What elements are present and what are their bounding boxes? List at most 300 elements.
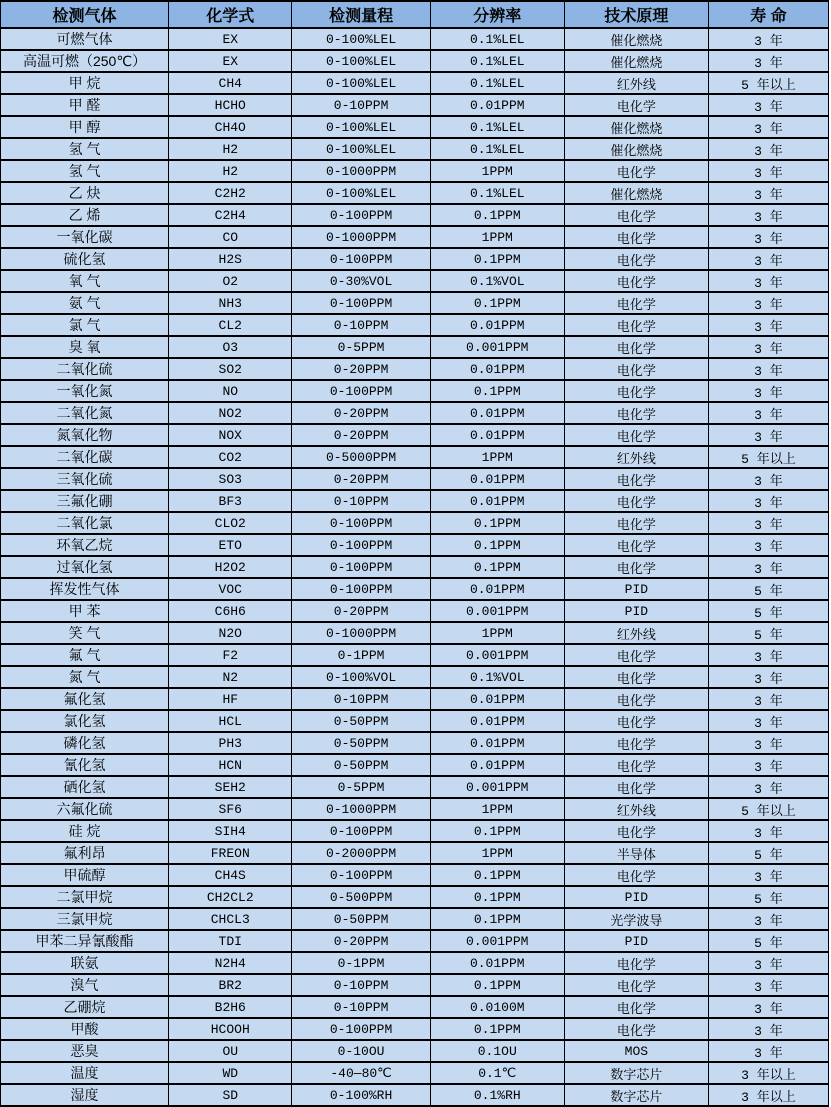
cell-formula: NH3: [169, 292, 292, 314]
cell-range: 0-20PPM: [292, 600, 430, 622]
cell-lifespan: 3 年: [708, 754, 828, 776]
cell-principle: 电化学: [564, 556, 708, 578]
cell-principle: 电化学: [564, 490, 708, 512]
cell-resolution: 1PPM: [430, 622, 564, 644]
cell-lifespan: 5 年以上: [708, 446, 828, 468]
cell-lifespan: 3 年: [708, 270, 828, 292]
cell-principle: 电化学: [564, 732, 708, 754]
cell-range: 0-100PPM: [292, 512, 430, 534]
cell-principle: 电化学: [564, 974, 708, 996]
table-row: [1, 160, 829, 182]
cell-gas-name: 臭 氧: [1, 336, 169, 358]
cell-principle: 电化学: [564, 864, 708, 886]
cell-lifespan: 3 年: [708, 974, 828, 996]
table-row: [1, 534, 829, 556]
cell-principle: 数字芯片: [564, 1062, 708, 1084]
cell-formula: SO2: [169, 358, 292, 380]
cell-lifespan: 3 年: [708, 710, 828, 732]
cell-gas-name: 氢 气: [1, 138, 169, 160]
header-row: [1, 1, 829, 28]
cell-principle: 催化燃烧: [564, 28, 708, 50]
cell-range: 0-2000PPM: [292, 842, 430, 864]
cell-range: 0-20PPM: [292, 468, 430, 490]
cell-range: 0-10PPM: [292, 688, 430, 710]
cell-resolution: 1PPM: [430, 226, 564, 248]
cell-lifespan: 3 年: [708, 512, 828, 534]
cell-formula: SEH2: [169, 776, 292, 798]
table-row: [1, 28, 829, 50]
cell-principle: 电化学: [564, 402, 708, 424]
table-row: [1, 1062, 829, 1084]
cell-formula: N2: [169, 666, 292, 688]
cell-range: -40—80℃: [292, 1062, 430, 1084]
cell-lifespan: 3 年: [708, 336, 828, 358]
cell-gas-name: 氧 气: [1, 270, 169, 292]
table-row: [1, 820, 829, 842]
cell-resolution: 0.01PPM: [430, 578, 564, 600]
table-row: [1, 424, 829, 446]
cell-lifespan: 3 年: [708, 732, 828, 754]
cell-range: 0-100PPM: [292, 248, 430, 270]
cell-range: 0-20PPM: [292, 402, 430, 424]
table-row: [1, 380, 829, 402]
cell-principle: 电化学: [564, 776, 708, 798]
cell-range: 0-100%LEL: [292, 28, 430, 50]
cell-lifespan: 3 年: [708, 468, 828, 490]
cell-resolution: 0.1PPM: [430, 864, 564, 886]
cell-lifespan: 3 年: [708, 952, 828, 974]
cell-resolution: 0.01PPM: [430, 94, 564, 116]
cell-principle: 电化学: [564, 292, 708, 314]
cell-lifespan: 3 年: [708, 160, 828, 182]
table-row: [1, 556, 829, 578]
cell-gas-name: 三氯甲烷: [1, 908, 169, 930]
cell-resolution: 0.1%VOL: [430, 270, 564, 292]
table-row: [1, 490, 829, 512]
cell-formula: C2H4: [169, 204, 292, 226]
cell-gas-name: 二氧化硫: [1, 358, 169, 380]
cell-principle: 电化学: [564, 710, 708, 732]
cell-resolution: 0.001PPM: [430, 776, 564, 798]
cell-formula: NO2: [169, 402, 292, 424]
cell-principle: 红外线: [564, 622, 708, 644]
cell-formula: SO3: [169, 468, 292, 490]
cell-lifespan: 3 年: [708, 820, 828, 842]
table-row: [1, 688, 829, 710]
table-row: [1, 402, 829, 424]
cell-principle: 电化学: [564, 248, 708, 270]
cell-principle: 电化学: [564, 270, 708, 292]
cell-principle: 电化学: [564, 468, 708, 490]
cell-formula: CL2: [169, 314, 292, 336]
cell-principle: 电化学: [564, 160, 708, 182]
cell-resolution: 0.1PPM: [430, 204, 564, 226]
cell-range: 0-100%LEL: [292, 138, 430, 160]
cell-resolution: 0.1%LEL: [430, 138, 564, 160]
cell-formula: CH2CL2: [169, 886, 292, 908]
cell-lifespan: 3 年: [708, 226, 828, 248]
cell-formula: VOC: [169, 578, 292, 600]
table-row: [1, 600, 829, 622]
table-row: [1, 666, 829, 688]
cell-principle: 电化学: [564, 424, 708, 446]
cell-formula: H2: [169, 138, 292, 160]
cell-lifespan: 3 年: [708, 776, 828, 798]
cell-resolution: 0.1%LEL: [430, 50, 564, 72]
cell-range: 0-50PPM: [292, 908, 430, 930]
cell-formula: H2: [169, 160, 292, 182]
cell-range: 0-30%VOL: [292, 270, 430, 292]
cell-formula: N2H4: [169, 952, 292, 974]
cell-gas-name: 温度: [1, 1062, 169, 1084]
cell-gas-name: 环氧乙烷: [1, 534, 169, 556]
cell-gas-name: 恶臭: [1, 1040, 169, 1062]
cell-resolution: 0.1PPM: [430, 886, 564, 908]
cell-resolution: 0.1PPM: [430, 512, 564, 534]
cell-resolution: 0.01PPM: [430, 754, 564, 776]
cell-principle: 电化学: [564, 314, 708, 336]
table-row: [1, 622, 829, 644]
table-row: [1, 886, 829, 908]
cell-lifespan: 3 年: [708, 1018, 828, 1040]
cell-lifespan: 3 年: [708, 182, 828, 204]
table-row: [1, 138, 829, 160]
cell-gas-name: 氯化氢: [1, 710, 169, 732]
cell-resolution: 0.1OU: [430, 1040, 564, 1062]
cell-principle: 光学波导: [564, 908, 708, 930]
cell-lifespan: 3 年: [708, 292, 828, 314]
cell-formula: FREON: [169, 842, 292, 864]
cell-formula: HCOOH: [169, 1018, 292, 1040]
table-row: [1, 1084, 829, 1106]
cell-gas-name: 一氧化氮: [1, 380, 169, 402]
table-row: [1, 446, 829, 468]
cell-gas-name: 甲苯二异氰酸酯: [1, 930, 169, 952]
cell-resolution: 0.1%LEL: [430, 28, 564, 50]
cell-range: 0-100PPM: [292, 556, 430, 578]
cell-principle: 半导体: [564, 842, 708, 864]
cell-range: 0-10PPM: [292, 490, 430, 512]
cell-formula: HCL: [169, 710, 292, 732]
cell-formula: HF: [169, 688, 292, 710]
table-row: [1, 226, 829, 248]
table-row: [1, 732, 829, 754]
cell-formula: CO: [169, 226, 292, 248]
cell-gas-name: 硅 烷: [1, 820, 169, 842]
cell-formula: BR2: [169, 974, 292, 996]
table-row: [1, 930, 829, 952]
cell-gas-name: 氟利昂: [1, 842, 169, 864]
cell-formula: CH4O: [169, 116, 292, 138]
cell-range: 0-10OU: [292, 1040, 430, 1062]
cell-gas-name: 甲 苯: [1, 600, 169, 622]
table-row: [1, 50, 829, 72]
cell-lifespan: 5 年: [708, 842, 828, 864]
cell-lifespan: 3 年: [708, 908, 828, 930]
cell-gas-name: 二氧化碳: [1, 446, 169, 468]
cell-resolution: 0.1%RH: [430, 1084, 564, 1106]
cell-formula: OU: [169, 1040, 292, 1062]
cell-formula: CO2: [169, 446, 292, 468]
cell-lifespan: 3 年: [708, 402, 828, 424]
cell-range: 0-10PPM: [292, 94, 430, 116]
cell-resolution: 0.1PPM: [430, 248, 564, 270]
cell-formula: C2H2: [169, 182, 292, 204]
cell-resolution: 0.01PPM: [430, 314, 564, 336]
cell-gas-name: 甲硫醇: [1, 864, 169, 886]
cell-resolution: 1PPM: [430, 842, 564, 864]
cell-formula: CLO2: [169, 512, 292, 534]
cell-principle: 电化学: [564, 688, 708, 710]
cell-formula: WD: [169, 1062, 292, 1084]
cell-range: 0-10PPM: [292, 974, 430, 996]
cell-resolution: 0.1PPM: [430, 1018, 564, 1040]
cell-range: 0-100PPM: [292, 864, 430, 886]
cell-lifespan: 3 年: [708, 204, 828, 226]
cell-lifespan: 3 年: [708, 116, 828, 138]
cell-range: 0-10PPM: [292, 996, 430, 1018]
cell-lifespan: 3 年: [708, 248, 828, 270]
cell-range: 0-100PPM: [292, 1018, 430, 1040]
table-row: [1, 842, 829, 864]
cell-principle: 催化燃烧: [564, 50, 708, 72]
cell-principle: 电化学: [564, 666, 708, 688]
table-row: [1, 512, 829, 534]
cell-formula: CHCL3: [169, 908, 292, 930]
cell-gas-name: 三氟化硼: [1, 490, 169, 512]
cell-principle: 电化学: [564, 534, 708, 556]
table-row: [1, 974, 829, 996]
cell-range: 0-20PPM: [292, 424, 430, 446]
cell-resolution: 0.1%LEL: [430, 116, 564, 138]
cell-resolution: 1PPM: [430, 446, 564, 468]
cell-principle: 电化学: [564, 754, 708, 776]
cell-resolution: 0.01PPM: [430, 468, 564, 490]
cell-lifespan: 3 年: [708, 314, 828, 336]
cell-resolution: 0.1%LEL: [430, 72, 564, 94]
cell-principle: 电化学: [564, 1018, 708, 1040]
cell-gas-name: 氟化氢: [1, 688, 169, 710]
cell-gas-name: 二氯甲烷: [1, 886, 169, 908]
cell-formula: B2H6: [169, 996, 292, 1018]
cell-resolution: 0.1%VOL: [430, 666, 564, 688]
cell-formula: EX: [169, 28, 292, 50]
table-row: [1, 468, 829, 490]
cell-gas-name: 硫化氢: [1, 248, 169, 270]
cell-resolution: 0.001PPM: [430, 930, 564, 952]
cell-range: 0-100PPM: [292, 292, 430, 314]
cell-range: 0-50PPM: [292, 732, 430, 754]
cell-lifespan: 3 年: [708, 666, 828, 688]
cell-lifespan: 3 年: [708, 534, 828, 556]
cell-range: 0-10PPM: [292, 314, 430, 336]
cell-principle: 催化燃烧: [564, 182, 708, 204]
cell-lifespan: 5 年以上: [708, 798, 828, 820]
cell-gas-name: 二氧化氯: [1, 512, 169, 534]
cell-gas-name: 甲 醇: [1, 116, 169, 138]
cell-lifespan: 3 年: [708, 28, 828, 50]
column-header-gas: 检测气体: [1, 1, 169, 28]
table-row: [1, 72, 829, 94]
cell-gas-name: 氟 气: [1, 644, 169, 666]
cell-lifespan: 3 年: [708, 138, 828, 160]
cell-formula: SF6: [169, 798, 292, 820]
cell-range: 0-500PPM: [292, 886, 430, 908]
cell-gas-name: 六氟化硫: [1, 798, 169, 820]
cell-formula: F2: [169, 644, 292, 666]
cell-lifespan: 3 年: [708, 490, 828, 512]
cell-principle: 电化学: [564, 820, 708, 842]
table-row: [1, 182, 829, 204]
cell-lifespan: 3 年以上: [708, 1084, 828, 1106]
table-row: [1, 116, 829, 138]
cell-range: 0-5000PPM: [292, 446, 430, 468]
cell-principle: 电化学: [564, 358, 708, 380]
cell-resolution: 0.1℃: [430, 1062, 564, 1084]
cell-range: 0-100%LEL: [292, 182, 430, 204]
cell-lifespan: 5 年: [708, 622, 828, 644]
cell-gas-name: 甲酸: [1, 1018, 169, 1040]
cell-lifespan: 3 年: [708, 358, 828, 380]
cell-lifespan: 3 年: [708, 424, 828, 446]
cell-gas-name: 挥发性气体: [1, 578, 169, 600]
cell-principle: 数字芯片: [564, 1084, 708, 1106]
cell-resolution: 0.01PPM: [430, 732, 564, 754]
cell-gas-name: 笑 气: [1, 622, 169, 644]
cell-principle: MOS: [564, 1040, 708, 1062]
cell-formula: TDI: [169, 930, 292, 952]
cell-range: 0-1000PPM: [292, 160, 430, 182]
cell-gas-name: 氯 气: [1, 314, 169, 336]
cell-principle: 电化学: [564, 336, 708, 358]
cell-range: 0-100%LEL: [292, 50, 430, 72]
cell-principle: PID: [564, 600, 708, 622]
cell-resolution: 1PPM: [430, 798, 564, 820]
cell-gas-name: 联氨: [1, 952, 169, 974]
cell-range: 0-50PPM: [292, 754, 430, 776]
cell-principle: 电化学: [564, 94, 708, 116]
column-header-formula: 化学式: [169, 1, 292, 28]
cell-principle: 红外线: [564, 798, 708, 820]
cell-lifespan: 5 年以上: [708, 72, 828, 94]
cell-gas-name: 磷化氢: [1, 732, 169, 754]
cell-principle: PID: [564, 930, 708, 952]
table-row: [1, 270, 829, 292]
cell-principle: 催化燃烧: [564, 138, 708, 160]
cell-lifespan: 3 年: [708, 50, 828, 72]
cell-lifespan: 5 年: [708, 600, 828, 622]
cell-formula: H2S: [169, 248, 292, 270]
cell-formula: SD: [169, 1084, 292, 1106]
cell-resolution: 0.001PPM: [430, 336, 564, 358]
cell-gas-name: 甲 烷: [1, 72, 169, 94]
cell-formula: NOX: [169, 424, 292, 446]
cell-resolution: 0.01PPM: [430, 952, 564, 974]
cell-formula: CH4S: [169, 864, 292, 886]
column-header-range: 检测量程: [292, 1, 430, 28]
cell-resolution: 0.01PPM: [430, 490, 564, 512]
table-row: [1, 314, 829, 336]
cell-principle: PID: [564, 578, 708, 600]
cell-formula: C6H6: [169, 600, 292, 622]
cell-formula: O2: [169, 270, 292, 292]
cell-resolution: 0.1PPM: [430, 974, 564, 996]
cell-range: 0-100%LEL: [292, 116, 430, 138]
cell-lifespan: 3 年: [708, 864, 828, 886]
table-row: [1, 996, 829, 1018]
cell-resolution: 0.01PPM: [430, 424, 564, 446]
cell-formula: BF3: [169, 490, 292, 512]
column-header-resolution: 分辨率: [430, 1, 564, 28]
cell-principle: 电化学: [564, 204, 708, 226]
cell-resolution: 0.1PPM: [430, 534, 564, 556]
table-row: [1, 1040, 829, 1062]
table-row: [1, 754, 829, 776]
table-row: [1, 864, 829, 886]
cell-range: 0-5PPM: [292, 336, 430, 358]
cell-principle: 电化学: [564, 952, 708, 974]
cell-range: 0-100PPM: [292, 578, 430, 600]
cell-resolution: 0.1%LEL: [430, 182, 564, 204]
cell-resolution: 0.01PPM: [430, 402, 564, 424]
cell-principle: 电化学: [564, 226, 708, 248]
cell-gas-name: 过氧化氢: [1, 556, 169, 578]
table-row: [1, 94, 829, 116]
cell-resolution: 0.01PPM: [430, 358, 564, 380]
table-row: [1, 1018, 829, 1040]
cell-formula: O3: [169, 336, 292, 358]
cell-formula: N2O: [169, 622, 292, 644]
cell-resolution: 0.001PPM: [430, 644, 564, 666]
cell-range: 0-1000PPM: [292, 226, 430, 248]
table-row: [1, 248, 829, 270]
cell-principle: PID: [564, 886, 708, 908]
cell-principle: 红外线: [564, 72, 708, 94]
cell-gas-name: 乙 烯: [1, 204, 169, 226]
cell-range: 0-5PPM: [292, 776, 430, 798]
cell-principle: 电化学: [564, 996, 708, 1018]
table-row: [1, 776, 829, 798]
cell-resolution: 0.1PPM: [430, 292, 564, 314]
cell-range: 0-100%VOL: [292, 666, 430, 688]
cell-formula: HCHO: [169, 94, 292, 116]
table-row: [1, 908, 829, 930]
cell-principle: 电化学: [564, 380, 708, 402]
cell-range: 0-20PPM: [292, 358, 430, 380]
cell-lifespan: 5 年: [708, 578, 828, 600]
cell-gas-name: 二氧化氮: [1, 402, 169, 424]
cell-formula: EX: [169, 50, 292, 72]
cell-formula: PH3: [169, 732, 292, 754]
table-row: [1, 204, 829, 226]
cell-range: 0-50PPM: [292, 710, 430, 732]
column-header-principle: 技术原理: [564, 1, 708, 28]
cell-lifespan: 3 年: [708, 1040, 828, 1062]
cell-range: 0-1PPM: [292, 644, 430, 666]
table-row: [1, 578, 829, 600]
cell-gas-name: 氮 气: [1, 666, 169, 688]
cell-resolution: 0.01PPM: [430, 710, 564, 732]
cell-range: 0-100PPM: [292, 204, 430, 226]
cell-resolution: 0.1PPM: [430, 556, 564, 578]
cell-resolution: 0.0100M: [430, 996, 564, 1018]
table-row: [1, 358, 829, 380]
cell-principle: 电化学: [564, 644, 708, 666]
cell-lifespan: 3 年以上: [708, 1062, 828, 1084]
cell-range: 0-1PPM: [292, 952, 430, 974]
cell-principle: 红外线: [564, 446, 708, 468]
cell-formula: HCN: [169, 754, 292, 776]
